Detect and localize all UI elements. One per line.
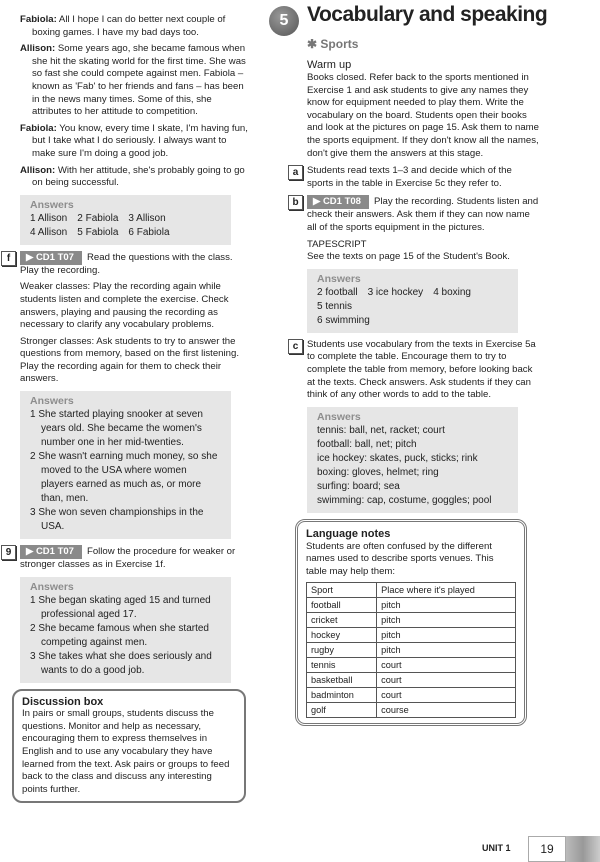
- discussion-text: In pairs or small groups, students discuss the questions. Monitor and help as necessary, encouraging them to express themselves in English and to use any vocabulary they have learned from the text. Ask pairs or groups to feed back to the class and discuss any interesting points further.: [22, 708, 230, 795]
- place-cell: pitch: [377, 628, 516, 643]
- tapescript-title: TAPESCRIPT: [307, 238, 367, 250]
- answer: 6 swimming: [317, 314, 370, 326]
- sport-cell: cricket: [307, 613, 377, 628]
- dialogue-line: [20, 43, 252, 119]
- answer: 2 Fabiola: [77, 212, 119, 224]
- place-cell: pitch: [377, 598, 516, 613]
- audio-track-badge[interactable]: ▶ CD1 T08: [307, 195, 369, 209]
- instruction-text: Follow the procedure for weaker or stronger classes as in Exercise 1f.: [20, 546, 236, 571]
- dialogue-line: [20, 14, 252, 39]
- discussion-box: [12, 689, 246, 804]
- table-row: [307, 658, 516, 673]
- place-cell: court: [377, 673, 516, 688]
- right-column: [292, 0, 539, 726]
- table-row: [307, 643, 516, 658]
- answers-box-3: [20, 577, 231, 683]
- answer: 4 boxing: [433, 286, 471, 298]
- answer: 3 She won seven championships in the USA.: [30, 507, 204, 533]
- sport-cell: football: [307, 598, 377, 613]
- answers-heading: Answers: [317, 272, 361, 285]
- page-number: 19: [528, 836, 566, 862]
- warm-up-text: Books closed. Refer back to the sports mentioned in Exercise 1 and ask students to give any names they know for equipment needed to play them. Write the vocabulary on the board. Students open their books and look at the pictures on page 15. Ask them to name the sports equipment. If they don't know all the names, don't give them the answers at this stage.: [307, 72, 539, 159]
- stronger-classes-text: Stronger classes: Ask students to try to answer the questions from memory, based on the first listening. Play the recording again for them to check their answers.: [20, 335, 239, 385]
- answers-row: [30, 212, 221, 226]
- exercise-c: [292, 338, 539, 402]
- line-text: Some years ago, she became famous when she hit the skating world for the first time. She was so fast she could compete against men. Fabiola – known as 'Fab' to her friends and fans – has been in the news many times. Some of this, she attributes to her attitude to competition.: [32, 43, 246, 118]
- audio-track-badge[interactable]: ▶ CD1 T07: [20, 251, 82, 265]
- answer: swimming: cap, costume, goggles; pool: [317, 494, 492, 506]
- sport-cell: badminton: [307, 688, 377, 703]
- answers-row: [317, 286, 508, 314]
- answer: boxing: gloves, helmet; ring: [317, 466, 439, 478]
- sport-cell: golf: [307, 703, 377, 718]
- sports-icon: ✱: [307, 37, 318, 51]
- place-cell: course: [377, 703, 516, 718]
- dialogue-text: [20, 14, 252, 190]
- answer: 2 football: [317, 286, 358, 298]
- exercise-a: [292, 165, 539, 190]
- exercise-label-a: a: [288, 165, 303, 180]
- instruction-text: Students read texts 1–3 and decide which of the sports in the table in Exercise 5c they refer to.: [307, 165, 512, 189]
- line-text: You know, every time I skate, I'm having fun, but I take what I do seriously. I always want to make sure I'm doing a good job.: [32, 122, 248, 159]
- answers-heading: Answers: [30, 395, 74, 408]
- answers-heading: Answers: [317, 410, 361, 423]
- exercise-g: [5, 545, 252, 572]
- table-row: [307, 598, 516, 613]
- answer: 1 She started playing snooker at seven years old. She became the women's number one in her mid-twenties.: [30, 409, 203, 449]
- answers-heading: Answers: [30, 198, 74, 211]
- audio-track-badge[interactable]: ▶ CD1 T07: [20, 545, 82, 559]
- answers-box-c: [307, 407, 518, 513]
- exercise-label-b: b: [288, 195, 303, 210]
- section-badge: [262, 0, 306, 42]
- answers-heading: Answers: [30, 580, 74, 593]
- dialogue-line: [20, 123, 252, 161]
- instruction-text: Read the questions with the class. Play the recording.: [20, 251, 233, 276]
- answer: ice hockey: skates, puck, sticks; rink: [317, 452, 478, 464]
- exercise-f: [6, 251, 252, 386]
- answers-row: [317, 314, 508, 328]
- place-cell: court: [377, 658, 516, 673]
- answer: 3 ice hockey: [367, 286, 424, 298]
- header-cell: Sport: [307, 583, 377, 598]
- place-cell: pitch: [377, 613, 516, 628]
- answer: 5 Fabiola: [77, 226, 119, 238]
- weaker-classes-text: Weaker classes: Play the recording again while students listen and complete the exercise. Check answers, playing and pausing the recording as necessary to clarify any vocabulary problems.: [20, 281, 229, 331]
- language-notes-box: [295, 519, 527, 727]
- answer: 2 She wasn't earning much money, so she moved to the USA where women players earned as much as, or more than, men.: [30, 451, 218, 505]
- answers-box-1: [20, 195, 231, 245]
- exercise-b: [292, 195, 539, 263]
- instruction-text: Students use vocabulary from the texts in Exercise 5a to complete the table. Encourage them to try to complete the table from memory, before looking back at the texts. Check answers. Ask students if they can think of any other words to add to the table.: [307, 338, 536, 401]
- page-edge-tab: [566, 836, 600, 862]
- answer: football: ball, net; pitch: [317, 438, 417, 450]
- sport-cell: basketball: [307, 673, 377, 688]
- answers-box-b: [307, 269, 518, 333]
- exercise-label-f: f: [1, 251, 16, 266]
- table-row: [307, 688, 516, 703]
- language-notes-title: Language notes: [306, 527, 391, 540]
- answer: 3 She takes what she does seriously and wants to do a good job.: [30, 650, 212, 676]
- sport-cell: hockey: [307, 628, 377, 643]
- section-title: Vocabulary and speaking: [307, 3, 548, 26]
- table-row: [307, 703, 516, 718]
- line-text: With her attitude, she's probably going to go on being successful.: [32, 164, 245, 189]
- answer: 3 Allison: [128, 212, 166, 224]
- answer: 1 She began skating aged 15 and turned professional aged 17.: [30, 594, 211, 620]
- place-cell: pitch: [377, 643, 516, 658]
- left-column: [5, 0, 252, 803]
- instruction-text: Play the recording. Students listen and check their answers. Ask them if they can now name all of the sports equipment in the pictures.: [307, 196, 539, 233]
- table-row: [307, 673, 516, 688]
- discussion-title: Discussion box: [22, 695, 104, 708]
- section-number: 5: [269, 6, 299, 36]
- subtitle-text: Sports: [320, 37, 359, 51]
- language-notes-text: Students are often confused by the different names used to describe sports venues. This table may help them:: [306, 540, 494, 577]
- answer: 1 Allison: [30, 212, 68, 224]
- speaker: Allison:: [20, 43, 56, 55]
- answer: 5 tennis: [317, 300, 353, 312]
- sport-cell: tennis: [307, 658, 377, 673]
- answer: tennis: ball, net, racket; court: [317, 424, 445, 436]
- unit-label: UNIT 1: [482, 843, 511, 853]
- answer: 4 Allison: [30, 226, 68, 238]
- answers-row: [30, 226, 221, 240]
- header-cell: Place where it's played: [377, 583, 516, 598]
- answer: 6 Fabiola: [128, 226, 170, 238]
- dialogue-line: [20, 165, 252, 190]
- tapescript-text: See the texts on page 15 of the Student's Book.: [307, 251, 510, 263]
- warm-up: [307, 58, 539, 160]
- table-row: [307, 613, 516, 628]
- speaker: Allison:: [20, 164, 56, 176]
- speaker: Fabiola:: [20, 14, 57, 25]
- answers-box-2: [20, 391, 231, 539]
- exercise-label-c: c: [288, 339, 303, 354]
- place-cell: court: [377, 688, 516, 703]
- speaker: Fabiola:: [20, 122, 57, 134]
- answer: surfing: board; sea: [317, 480, 400, 492]
- sports-venues-table: [306, 582, 516, 718]
- sport-cell: rugby: [307, 643, 377, 658]
- table-row: [307, 628, 516, 643]
- line-text: All I hope I can do better next couple of boxing games. I have my bad days too.: [32, 14, 226, 38]
- exercise-label-g: 9: [1, 545, 16, 560]
- warm-up-title: Warm up: [307, 59, 352, 71]
- table-header-row: [307, 583, 516, 598]
- answer: 2 She became famous when she started competing against men.: [30, 622, 209, 648]
